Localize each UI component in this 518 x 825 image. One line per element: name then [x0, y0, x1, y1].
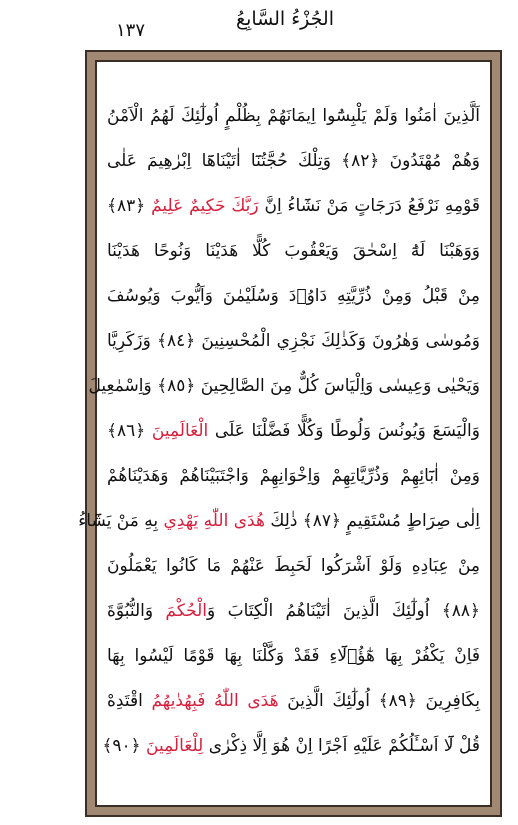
verse-line — [107, 454, 480, 499]
verse-text: وَيَحْيٰى وَعِيسٰى وَاِلْيَاسَ كُلٌّ مِنَ الصَّالِحِينَ ﴿٨٥﴾ وَاِسْمٰعِيلَ — [88, 376, 480, 396]
page-header — [0, 0, 518, 48]
decorative-frame — [78, 50, 502, 817]
verse-line — [107, 634, 480, 679]
verse-line — [107, 589, 480, 634]
verse-line — [107, 679, 480, 724]
highlighted-text: هَدَى اللّٰهُ فَبِهُدٰيهُمُ — [151, 691, 279, 711]
verse-text: وَوَهَبْنَا لَهُٓ اِسْحٰقَ وَيَعْقُوبَ كُلًّا هَدَيْنَا وَنُوحًا هَدَيْنَا — [107, 241, 480, 261]
verse-line — [102, 724, 480, 769]
verse-text: مِنْ عِبَادِهِ وَلَوْ اَشْرَكُوا لَحَبِطَ عَنْهُمْ مَا كَانُوا يَعْمَلُونَ — [107, 556, 480, 576]
verse-text: قَوْمِهِ نَرْفَعُ دَرَجَاتٍ مَنْ نَشَٓاءُ اِنَّ — [258, 196, 480, 216]
verse-line — [107, 229, 480, 274]
verse-text: وَهُمْ مُهْتَدُونَ ﴿٨٢﴾ وَتِلْكَ حُجَّتُنَٓا اٰتَيْنَاهَٓا اِبْرٰهِيمَ عَلٰى — [107, 151, 480, 171]
verse-line — [88, 364, 480, 409]
verse-line — [107, 274, 480, 319]
verse-text: ﴿٨٦﴾ — [107, 421, 152, 441]
highlighted-text: رَبَّكَ حَكِيمٌ عَلِيمٌ — [151, 196, 259, 216]
text-panel — [78, 60, 492, 807]
verse-text: مِنْ قَبْلُ وَمِنْ ذُرِّيَّتِهِ دَاوُ۫دَ وَسُلَيْمٰنَ وَاَيُّوبَ وَيُوسُفَ — [107, 286, 480, 306]
juz-title: الجُزْءُ السَّابِعُ — [236, 8, 334, 30]
highlighted-text: الْحُكْمَ — [165, 601, 208, 621]
verse-text: وَمُوسٰى وَهٰرُونَ وَكَذٰلِكَ نَجْزِي الْمُحْسِنِينَ ﴿٨٤﴾ وَزَكَرِيَّا — [107, 331, 481, 351]
verse-line — [107, 409, 480, 454]
verse-lines — [78, 94, 481, 769]
verse-line — [107, 319, 480, 364]
verse-line — [107, 544, 480, 589]
highlighted-text: الْعَالَمِينَ — [151, 421, 209, 441]
highlighted-text: هُدَى اللّٰهِ يَهْدِي — [163, 511, 265, 531]
verse-text: اِلٰى صِرَاطٍ مُسْتَقِيمٍ ﴿٨٧﴾ ذٰلِكَ — [264, 511, 480, 531]
verse-text: ﴿٨٨﴾ اُولٰٓئِكَ الَّذِينَ اٰتَيْنَاهُمُ الْكِتَابَ وَ — [207, 601, 480, 621]
verse-text: اَلَّذِينَ اٰمَنُوا وَلَمْ يَلْبِسُٓوا اِيمَانَهُمْ بِظُلْمٍ اُولٰٓئِكَ لَهُمُ الْاَمْنُ — [107, 106, 480, 126]
highlighted-text: لِلْعَالَمِينَ — [146, 736, 204, 756]
verse-text: فَاِنْ يَكْفُرْ بِهَا هٰٓؤُ۬لَٓاءِ فَقَدْ وَكَّلْنَا بِهَا قَوْمًا لَيْسُوا بِهَا — [107, 646, 480, 666]
verse-text: وَالْيَسَعَ وَيُونُسَ وَلُوطًا وَكُلًّا فَضَّلْنَا عَلَى — [208, 421, 480, 441]
verse-text: ﴿٩٠﴾ — [102, 736, 147, 756]
verse-text: اقْتَدِهْ — [107, 691, 152, 711]
verse-text: بِهِ مَنْ يَشَٓاءُ — [78, 511, 164, 531]
verse-line — [107, 94, 480, 139]
verse-text: وَالنُّبُوَّةَ — [107, 601, 166, 621]
verse-line — [107, 184, 480, 229]
verse-line — [107, 139, 480, 184]
verse-text: قُلْ لَٓا اَسْـَٔلُكُمْ عَلَيْهِ اَجْرًا اِنْ هُوَ اِلَّا ذِكْرٰى — [203, 736, 480, 756]
verse-line — [78, 499, 480, 544]
verse-text: ﴿٨٣﴾ — [107, 196, 152, 216]
verse-text: وَمِنْ اٰبَٓائِهِمْ وَذُرِّيَّاتِهِمْ وَاِخْوَانِهِمْ وَاجْتَبَيْنَاهُمْ وَهَدَيْنَاهُمْ — [107, 466, 480, 486]
verse-text: بِكَافِرِينَ ﴿٨٩﴾ اُولٰٓئِكَ الَّذِينَ — [278, 691, 481, 711]
page-number: ١٣٧ — [116, 20, 146, 41]
